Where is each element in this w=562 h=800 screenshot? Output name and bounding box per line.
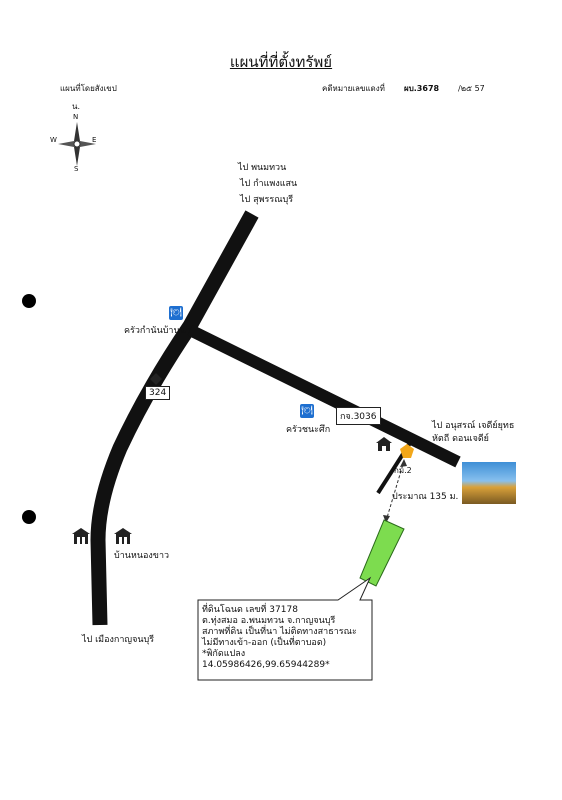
compass-n: N bbox=[73, 113, 79, 121]
temple-icon bbox=[376, 436, 392, 450]
map-title: แผนที่ที่ตั้งทรัพย์ bbox=[229, 53, 333, 71]
road-324 bbox=[98, 214, 252, 625]
label-to-memorial-2: หัตถี ดอนเจดีย์ bbox=[432, 434, 489, 444]
case-label: คดีหมายเลขแดงที่ bbox=[322, 84, 385, 93]
label-to-suphanburi: ไป สุพรรณบุรี bbox=[240, 195, 294, 205]
label-restaurant-2: ครัวชนะศึก bbox=[286, 425, 331, 435]
sketch-map-label: แผนที่โดยสังเขป bbox=[60, 84, 117, 93]
memorial-photo bbox=[462, 462, 516, 504]
label-to-memorial-1: ไป อนุสรณ์ เจดีย์ยุทธ bbox=[432, 421, 515, 431]
restaurant-icon: 🍽 bbox=[170, 308, 182, 318]
label-to-kanchanaburi: ไป เมืองกาญจนบุรี bbox=[82, 635, 155, 645]
case-year: /๒๕ 57 bbox=[458, 84, 485, 93]
label-distance: ประมาณ 135 ม. bbox=[392, 492, 459, 502]
school-icon bbox=[72, 528, 90, 544]
case-number: ผบ.3678 bbox=[404, 84, 440, 93]
north-caption: น. bbox=[72, 102, 81, 111]
km-marker-icon bbox=[400, 443, 414, 457]
label-to-kamphaeng-saen: ไป กำแพงแสน bbox=[240, 179, 298, 189]
parcel-description: ที่ดินโฉนด เลขที่ 37178 ต.ทุ่งสมอ อ.พนมทวน จ.กาญจนบุรี สภาพที่ดิน เป็นที่นา ไม่ติดทางสาธารณะ ไม่มีทางเข้า-ออก (เป็นที่ตาบอด) *พิกัดแปลง 14.05986426,99.65944289* bbox=[202, 605, 357, 670]
road-kj3036 bbox=[190, 330, 458, 462]
land-parcel bbox=[360, 520, 404, 586]
compass-e: E bbox=[92, 136, 97, 144]
route-kj3036-sign: กจ.3036 bbox=[336, 407, 381, 425]
label-to-phanom-thuan: ไป พนมทวน bbox=[238, 163, 287, 173]
royal-emblem-icon bbox=[150, 370, 162, 382]
compass-s: S bbox=[74, 165, 79, 173]
label-village: บ้านหนองขาว bbox=[114, 551, 170, 561]
restaurant-icon: 🍽 bbox=[301, 406, 313, 416]
compass-w: W bbox=[50, 136, 57, 144]
label-restaurant-1: ครัวกำนันบ้านนา bbox=[124, 326, 191, 336]
label-km2: กม.2 bbox=[394, 466, 412, 475]
school-icon bbox=[114, 528, 132, 544]
route-324-sign: 324 bbox=[145, 386, 170, 400]
